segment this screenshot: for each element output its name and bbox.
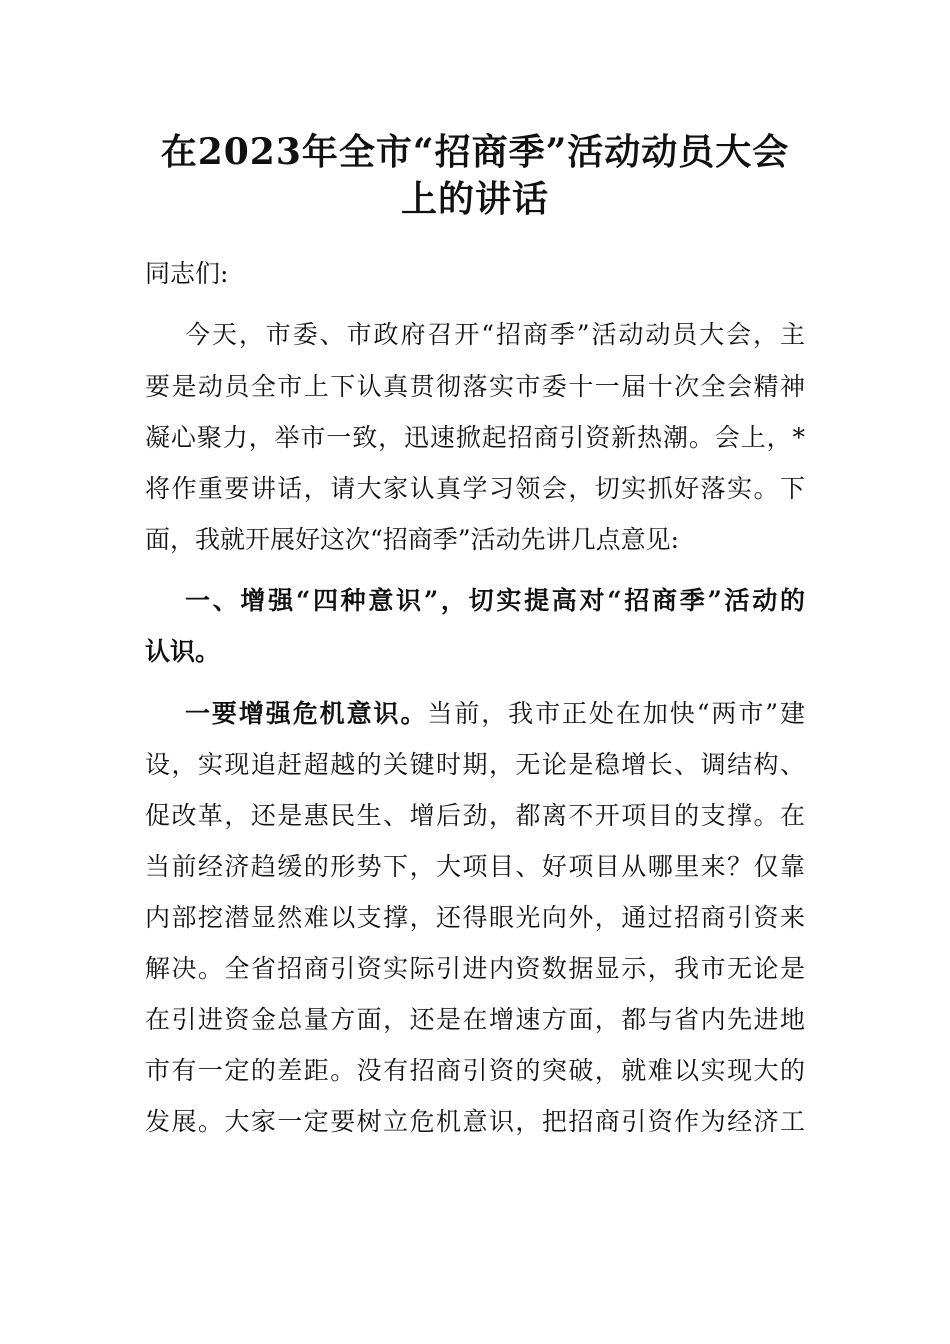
paragraph-2-line-7: 在引进资金总量方面，还是在增速方面，都与省内先进地 — [145, 1005, 805, 1034]
paragraph-2-line-6: 解决。全省招商引资实际引进内资数据显示，我市无论是 — [145, 954, 805, 983]
paragraph-2-line-5: 内部挖潜显然难以支撑，还得眼光向外，通过招商引资来 — [145, 903, 805, 932]
document-title-line-1: 在2023年全市“招商季”活动动员大会 — [160, 131, 790, 173]
paragraph-2-lead: 一要增强危机意识。 — [185, 699, 428, 728]
paragraph-2-line-4: 当前经济趋缓的形势下，大项目、好项目从哪里来？仅靠 — [145, 852, 805, 881]
paragraph-1-line-1: 今天，市委、市政府召开“招商季”活动动员大会，主 — [185, 320, 805, 349]
paragraph-1-line-3: 凝心聚力，举市一致，迅速掀起招商引资新热潮。会上，* — [145, 423, 805, 452]
paragraph-1-line-5: 面，我就开展好这次“招商季”活动先讲几点意见: — [145, 525, 679, 554]
document-title-line-2: 上的讲话 — [400, 178, 549, 220]
paragraph-2-line-3: 促改革，还是惠民生、增后劲，都离不开项目的支撑。在 — [145, 801, 805, 830]
paragraph-1-line-2: 要是动员全市上下认真贯彻落实市委十一届十次全会精神 — [145, 372, 805, 401]
paragraph-2-line-9: 发展。大家一定要树立危机意识，把招商引资作为经济工 — [145, 1107, 805, 1136]
section-heading-line-1: 一、增强“四种意识”，切实提高对“招商季”活动的 — [185, 586, 805, 615]
salutation: 同志们: — [145, 259, 229, 288]
paragraph-2-line-1 — [185, 697, 805, 731]
paragraph-2-line-8: 市有一定的差距。没有招商引资的突破，就难以实现大的 — [145, 1056, 805, 1085]
paragraph-2-line-2: 设，实现追赶超越的关键时期，无论是稳增长、调结构、 — [145, 750, 805, 779]
paragraph-1-line-4: 将作重要讲话，请大家认真学习领会，切实抓好落实。下 — [145, 474, 805, 503]
section-heading-line-2: 认识。 — [145, 637, 221, 666]
paragraph-2-first-rest: 当前，我市正处在加快“两市”建 — [427, 699, 805, 728]
